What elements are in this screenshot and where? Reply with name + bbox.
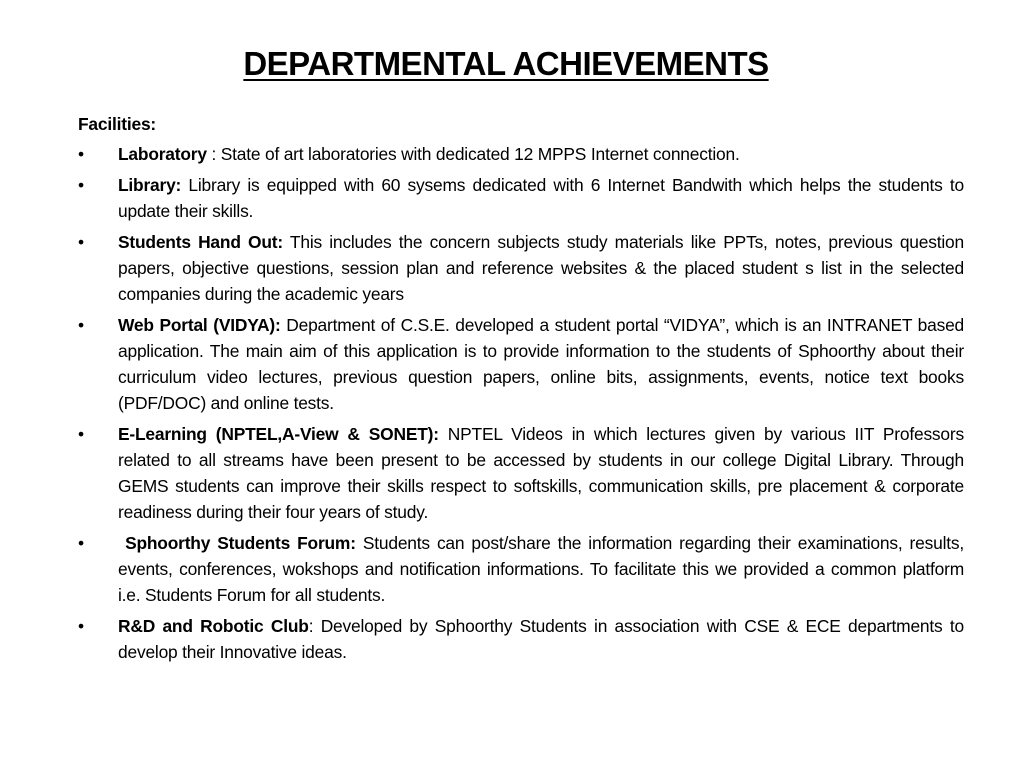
- slide-content: [78, 111, 964, 670]
- slide-title-text: DEPARTMENTAL ACHIEVEMENTS: [243, 45, 769, 82]
- bullet-icon: •: [78, 315, 84, 335]
- list-item-students-forum: [78, 530, 964, 608]
- achievements-list: [78, 141, 964, 665]
- item-label: Students Hand Out:: [118, 232, 283, 252]
- section-heading: Facilities:: [78, 114, 157, 134]
- bullet-icon: •: [78, 232, 84, 252]
- item-text: NPTEL Videos in which lectures given by various IIT Professors related to all streams have been present to be accessed by students in our college Digital Library. Through GEMS students can improve their skills respect to softskills, communication skills, pre placement & corporate readiness during their four years of study.: [118, 424, 964, 522]
- bullet-icon: •: [78, 616, 84, 636]
- item-text: Department of C.S.E. developed a student portal “VIDYA”, which is an INTRANET based application. The main aim of this application is to provide information to the students of Sphoorthy about their curriculum video lectures, previous question papers, online bits, assignments, events, notice text books (PDF/DOC) and online tests.: [118, 315, 965, 413]
- item-text: Library is equipped with 60 sysems dedicated with 6 Internet Bandwith which helps the students to update their skills.: [118, 175, 964, 221]
- item-text: This includes the concern subjects study materials like PPTs, notes, previous question papers, objective questions, session plan and reference websites & the placed student s list in the selected companies during the academic years: [118, 232, 964, 304]
- bullet-icon: •: [78, 424, 84, 444]
- list-item-web-portal: [78, 312, 964, 416]
- bullet-icon: •: [78, 533, 84, 553]
- item-label: Sphoorthy Students Forum:: [118, 533, 356, 553]
- list-item-e-learning: [78, 421, 964, 525]
- item-label: R&D and Robotic Club: [118, 616, 309, 636]
- bullet-icon: •: [78, 175, 84, 195]
- item-label: Laboratory: [118, 144, 207, 164]
- bullet-icon: •: [78, 144, 84, 164]
- list-item-laboratory: [78, 141, 964, 167]
- item-label: E-Learning (NPTEL,A-View & SONET):: [118, 424, 439, 444]
- item-text: : Developed by Sphoorthy Students in association with CSE & ECE departments to develop their Innovative ideas.: [118, 616, 965, 662]
- list-item-robotic-club: [78, 613, 964, 665]
- item-label: Web Portal (VIDYA):: [118, 315, 281, 335]
- item-label: Library:: [118, 175, 182, 195]
- list-item-library: [78, 172, 964, 224]
- list-item-students-hand-out: [78, 229, 964, 307]
- slide-title: [0, 42, 1012, 86]
- item-text: : State of art laboratories with dedicated 12 MPPS Internet connection.: [206, 144, 740, 164]
- item-text: Students can post/share the information regarding their examinations, results, events, conferences, wokshops and notification informations. To facilitate this we provided a common platform i.e. Students Forum for all students.: [118, 533, 964, 605]
